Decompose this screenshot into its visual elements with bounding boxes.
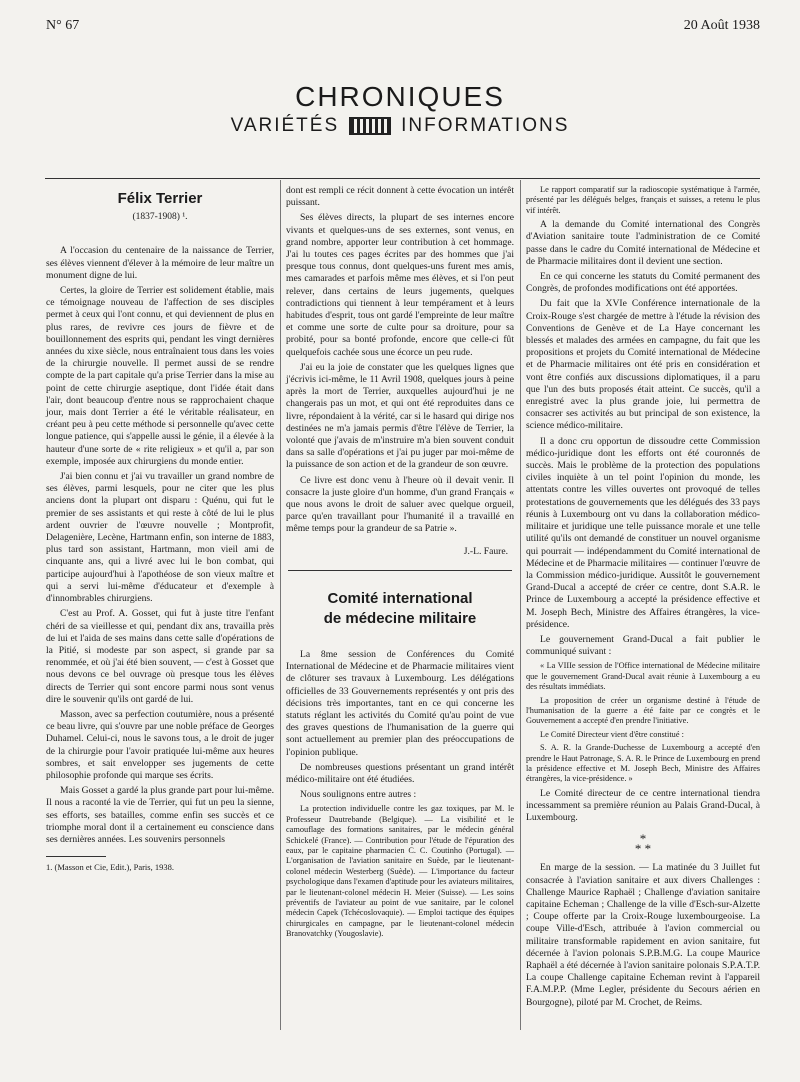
masthead-title: CHRONIQUES (295, 81, 505, 112)
quote-paragraph: La proposition de créer un organisme destiné à l'étude de l'humanisation de la guerre a été faite par ce congrès et le Gouvernement a accepté d'en prendre l'initiative. (526, 695, 760, 726)
paragraph: Le Comité directeur de ce centre international tiendra incessamment sa première réunion au Palais Grand-Ducal, à Luxembourg. (526, 787, 760, 824)
column-2 (286, 185, 514, 943)
signature: J.-L. Faure. (463, 545, 508, 557)
paragraph: Nous soulignons entre autres : (300, 789, 417, 801)
paragraph: Ce livre est donc venu à l'heure où il devait venir. Il consacre la juste gloire d'un homme, d'un grand Français « que nous avons le droit de saluer avec quelque orgueil, parce qu'en travaillant pour l'humanité il a travaillé en même temps pour la grandeur de sa Patrie ». (286, 474, 514, 535)
footnote: 1. (Masson et Cie, Edit.), Paris, 1938. (46, 862, 174, 873)
column-divider (520, 180, 521, 1030)
page-number: N° 67 (46, 18, 80, 33)
paragraph: dont est rempli ce récit donnent à cette évocation un intérêt puissant. (286, 185, 514, 209)
masthead-rule (45, 178, 760, 179)
paragraph: Le gouvernement Grand-Ducal a fait publier le communiqué suivant : (526, 633, 760, 658)
footnote-rule (46, 856, 106, 857)
masthead-right-word: INFORMATIONS (401, 115, 570, 136)
paragraph-small: La protection individuelle contre les gaz toxiques, par M. le Professeur Dautrebande (Belgique). — La visibilité et le camouflage des formations sanitaires, par le médecin général Schickelé (France). — Contribution pour l'étude de l'épuration des eaux, par le capitaine pharmacien C. C. Coutinho (Portugal). — L'organisation de l'aviation sanitaire en Suède, par le lieutenant-colonel médecin Westerberg (Suède). — L'importance du facteur psychologique dans l'examen d'aptitude pour les aviateurs militaires, par le lieutenant-colonel médecin H. Meier (Suisse). — Les soins préventifs de l'aviateur au point de vue sanitaire, par le colonel médecin Capek (Tchécoslovaquie). — Emploi tactique des équipes chirurgicales en campagne, par le lieutenant-colonel médecin Branovatchky (Yougoslavie). (286, 804, 514, 939)
paragraph: J'ai eu la joie de constater que les quelques lignes que j'écrivis ici-même, le 11 Avril 1908, quelques jours à peine après la mort de Terrier, auxquelles aujourd'hui je ne changerais pas un mot, et qui ont été reproduites dans ce livre, répondaient à la vérité, car si le hasard qui dirige nos destinées ne m'a jamais permis d'être l'élève de Terrier, la volonté que j'avais de m'instruire m'a bien souvent conduit dans sa salle d'opérations et j'ai pu juger par moi-même de la puissance de son action et de la grandeur de son œuvre. (286, 361, 514, 471)
paragraph: Mais Gosset a gardé la plus grande part pour lui-même. Il nous a raconté la vie de Terrier, qui fut un peu la sienne, ses efforts, ses batailles, comme enfin ses succès et ce triomphe moral dont il a certainement eu conscience dans ses dernières années. Les souvenirs personnels (46, 785, 274, 845)
title-line: Comité international (327, 589, 473, 607)
paragraph: La 8me session de Conférences du Comité International de Médecine et de Pharmacie militaires vient de clôturer ses travaux à Luxembourg. Les délégations officielles de 33 Gouvernements représentés y ont pris des décisions très importantes, tant en ce qui concerne les statuts réglant les activités du Comité qu'au point de vue des graves questions de l'humanisation de la guerre qui sont actuellement au premier plan des préoccupations de l'opinion publique. (286, 648, 514, 758)
article-dates: (1837-1908) ¹. (132, 212, 188, 223)
ornament-icon (349, 117, 391, 135)
masthead (0, 82, 800, 138)
page-header (46, 18, 760, 38)
section-rule (288, 570, 512, 571)
article-title (286, 589, 514, 629)
paragraph: En ce qui concerne les statuts du Comité permanent des Congrès, de profondes modifications ont été apportées. (526, 271, 760, 295)
paragraph: A l'occasion du centenaire de la naissance de Terrier, ses élèves viennent d'élever à la mémoire de leur maître un monument digne de lui. (46, 245, 274, 281)
column-1 (46, 185, 274, 876)
paragraph: Masson, avec sa perfection coutumière, nous a présenté ce beau livre, qui s'ouvre par une noble préface de Georges Duhamel. Celui-ci, nous le savons tous, a le droit de juger de la chirurgie pour l'avoir pratiquée lui-même aux heures sombres, et sait envelopper ses jugements de cette philosophie profonde qui marque ses écrits. (46, 708, 274, 781)
masthead-subtitle (0, 114, 800, 138)
quote-paragraph: Le Comité Directeur vient d'être constitué : (540, 729, 684, 739)
paragraph: Certes, la gloire de Terrier est solidement établie, mais ce témoignage nouveau de l'affection de ses disciples permet à ceux qui l'ont connu, et qui deviennent de plus en plus rares, de revivre ces jours de fièvre et de bouillonnement des esprits qui, pendant les vingt dernières années du xixe siècle, nous entraînaient tous dans les voies de la chirurgie nouvelle. Il permet aussi de se rendre compte de la part capitale qu'a prise Terrier dans la mise au point de cette chirurgie aseptique, dont l'idée était dans l'air, dont beaucoup d'entre nous se rapprochaient chaque jour, mais dont Terrier a été le véritable réalisateur, en créant peu à peu cette méthode si personnelle qu'avec cette longue patience, qui s'appelle aussi le génie, il a élevée à la hauteur d'une sorte de « rite religieux » et qu'il a, par son exemple, imposée aux chirurgiens du monde entier. (46, 285, 274, 467)
paragraph: A la demande du Comité international des Congrès d'Aviation sanitaire toute l'administration de ce Comité passe dans le cadre du Comité international de Médecine et de Pharmacie militaires dont il devient une section. (526, 219, 760, 267)
paragraph-small: Le rapport comparatif sur la radioscopie systématique à l'armée, présenté par les délégués belges, français et suisses, a retenu le plus vif intérêt. (526, 185, 760, 215)
asterism: * * * (634, 831, 652, 857)
title-line: de médecine militaire (323, 609, 477, 627)
issue-date: 20 Août 1938 (683, 18, 760, 33)
masthead-left-word: VARIÉTÉS (230, 115, 340, 136)
paragraph: C'est au Prof. A. Gosset, qui fut à juste titre l'enfant chéri de sa vieillesse et qui, pendant dix ans, travailla près de lui et l'aida de ses mains dans cette salle d'opérations de la Pitié, si modeste par son aspect, si grande par sa renommée, et où j'ai été bien souvent, — c'est à Gosset que nous devons ce bel ouvrage où presque tous les élèves directs de Terrier qui sont encore parmi nous sont venus dire le souvenir qu'ils ont gardé de lui. (46, 608, 274, 705)
article-title: Félix Terrier (117, 190, 203, 207)
quote-paragraph: « La VIIIe session de l'Office international de Médecine militaire que le gouvernement Grand-Ducal avait réunie à Luxembourg a eu des résultats immédiats. (526, 661, 760, 692)
column-divider (280, 180, 281, 1030)
paragraph: Ses élèves directs, la plupart de ses internes encore vivants et quelques-uns de ses externes, sont venus, en grand nombre, apporter leur contribution à cet hommage. J'ai lu toutes ces pages écrites par des hommes que j'ai presque tous connus, dont quelques-uns furent mes amis, mes camarades et parfois même mes élèves, et si l'on peut relever, dans certains de leurs jugements, quelques contradictions qui tiennent à leur tempérament et à leurs habitudes d'esprit, tous ont gardé l'empreinte de leur maître et comme une sorte de culte pour sa droiture, pour sa probité, pour sa bonté profonde, encore que celle-ci fût quelquefois cachée sous une écorce un peu rude. (286, 212, 514, 358)
paragraph: Du fait que la XVIe Conférence internationale de la Croix-Rouge s'est chargée de mettre à l'étude la révision des Conventions de Genève et de La Haye concernant les blessés et malades des armées en campagne, du fait que les propositions et projets du Comité international de Médecine et de Pharmacie militaires ont été pris en considération et vont être confiés aux discussions diplomatiques, il a paru que l'un des buts proposés était atteint. Ce succès, qu'il a enregistré avec la plus grande joie, lui permettra de consacrer ses activités au but principal de son existence, la science médico-militaire. (526, 298, 760, 432)
paragraph: Il a donc cru opportun de dissoudre cette Commission médico-juridique dont les efforts ont été couronnés de succès. Mais le problème de la protection des populations civiles inquiète à un tel point l'opinion du monde, les attentats contre les villes ouvertes ont provoqué de telles protestations de gouvernements que les délégués des 33 pays réunis à Luxembourg ont vu dans la collaboration médico-militaire et juridique une telle puissance morale et une telle utilité qu'ils ont demandé de constituer un nouvel organisme qui pourrait — indépendamment du Comité international de Médecine et de Pharmacie militaires — continuer l'œuvre de la Commission médico-juridique. Aussitôt le gouvernement Grand-Ducal a accepté de créer ce centre, dont S.A.R. le Prince de Luxembourg a accepté la présidence effective et M. Joseph Bech, Ministre des Affaires étrangères, la vice-présidence. (526, 435, 760, 630)
paragraph: En marge de la session. — La matinée du 3 Juillet fut consacrée à l'aviation sanitaire et aux divers Challenges : Challenge Maurice Raphaël ; Challenge d'aviation sanitaire capitaine Echeman ; Challenge de la ville d'Esch-sur-Alzette ; Coupe offerte par la Croix-Rouge luxembourgeoise. La coupe Ville-d'Esch, attribuée à l'avion commercial ou militaire transformable rapidement en avion sanitaire, fut décernée à l'avion polonais S.P.B.M.G. La coupe Maurice Raphaël a été décernée à l'avion sanitaire polonais S.P.A.T.P. La coupe Challenge capitaine Echeman revint à l'appareil F.A.M.P.P. (Mme Legler, présidente du Secours aérien en Bourgogne), piloté par M. Crochet, de Reims. (526, 862, 760, 1008)
column-3 (526, 185, 760, 1012)
paragraph: J'ai bien connu et j'ai vu travailler un grand nombre de ses élèves, parmi lesquels, pour ne citer que les plus anciens dont la plupart ont disparu : Quénu, qui fut le premier de ses assistants et qui reste à côté de lui le plus ardent ouvrier de l'œuvre nouvelle ; Montprofit, Delagenière, Lecène, Hartmann enfin, son interne de 1883, plus tard son assistant, Hartmann, mon vieil ami de cinquante ans, qui a livré avec lui le bon combat, qui participe aujourd'hui à l'apothéose de son vieux maître et qui a servi lui-même d'éducateur et d'exemple à d'innombrables chirurgiens. (46, 471, 274, 605)
paragraph: De nombreuses questions présentant un grand intérêt médico-militaire ont été étudiées. (286, 761, 514, 785)
quote-paragraph: S. A. R. la Grande-Duchesse de Luxembourg a accepté d'en prendre le Haut Patronage, S. A. R. le Prince de Luxembourg en prend la présidence effective et M. Joseph Bech, Ministre des Affaires étrangères, la vice-présidence. » (526, 743, 760, 784)
